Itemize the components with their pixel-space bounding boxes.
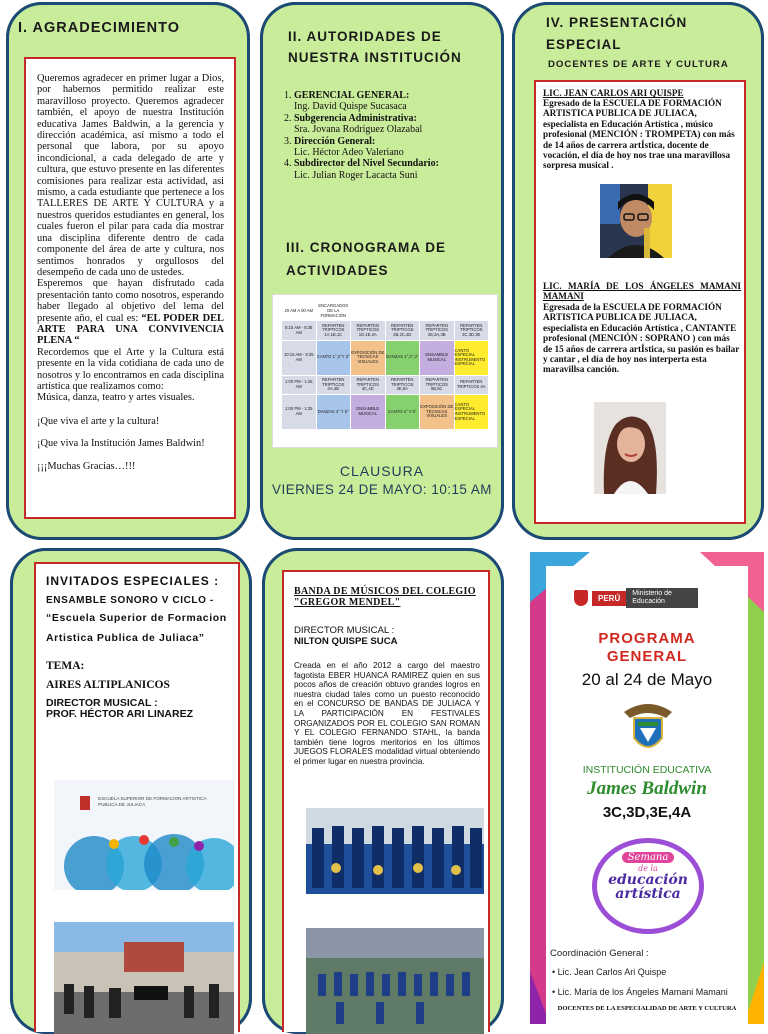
authority-2: 2. Subgerencia Administrativa: Sra. Jovana Rodríguez Olazabal <box>294 113 490 136</box>
presentacion-box <box>534 80 746 524</box>
heading-agradecimiento: I. AGRADECIMIENTO <box>18 20 181 36</box>
teacher2-name: LIC. MARÍA DE LOS ÁNGELES MAMANI MAMANI <box>543 281 741 301</box>
guest-group: ENSAMBLE SONORO V CICLO - <box>46 595 214 606</box>
schedule-cell: CANTO ESPECIAL <box>454 347 475 358</box>
program-dates: 20 al 24 de Mayo <box>581 670 713 689</box>
badge-line-1: Semana <box>622 852 675 863</box>
school-crest <box>620 698 676 758</box>
schedule-cell: REPARTEN TRIPTICOS 2B,2C,2D <box>385 321 420 340</box>
tema-label: TEMA: <box>46 660 85 672</box>
band-photo-1 <box>306 808 484 894</box>
schedule-cell: INSTRUMENTO ESPECIAL <box>454 356 486 367</box>
coordinator-1: • Lic. Jean Carlos Ari Quispe <box>552 967 667 977</box>
schedule-cell: REPARTEN TRIPTICOS 4C,4D <box>351 375 386 394</box>
banda-title: BANDA DE MÚSICOS DEL COLEGIO "GREGOR MENDEL" <box>294 586 476 608</box>
schedule-cell: REPARTEN TRIPTICOS 4E,5A <box>385 375 420 394</box>
schedule-cell: INSTRUMENTO ESPECIAL <box>454 410 486 421</box>
teacher2-photo <box>594 402 666 494</box>
motto: “EL PODER DEL ARTE PARA UNA CONVIVENCIA PLENA “ <box>37 312 224 347</box>
band-photo-2 <box>306 928 484 1034</box>
authority-4: 4. Subdirector del Nivel Secundario: Lic. Julian Roger Lacacta Suni <box>294 158 490 181</box>
schedule-cell: REPARTEN TRIPTICOS 4A,4B <box>316 375 351 394</box>
ensemble-photo <box>54 922 234 1034</box>
paragraph-3: Recordemos que el Arte y la Cultura está presente en la vida cotidiana de cada uno de nosotros y lo encontramos en cada disciplina artística que realizamos como: <box>37 346 224 392</box>
heading-presentacion: IV. PRESENTACIÓN ESPECIAL <box>546 15 688 52</box>
heading-autoridades: II. AUTORIDADES DE NUESTRA INSTITUCIÓN <box>288 29 462 65</box>
heading-invitados: INVITADOS ESPECIALES : <box>46 574 220 588</box>
schedule-table <box>272 294 498 448</box>
schedule-cell: REPARTEN TRIPTICOS 1D,1E,2A <box>351 321 386 340</box>
authority-1: 1. GERENCIAL GENERAL: Ing. David Quispe Sucasaca <box>294 90 490 113</box>
badge-line-2: de la <box>638 864 658 873</box>
schedule-cell: 1:00 PM - 1:25 AM <box>282 395 317 430</box>
coordination-label: Coordinación General : <box>550 948 649 959</box>
agradecimiento-text <box>37 73 224 472</box>
schedule-cell: 10:15 AM - 9:35 AM <box>282 340 317 375</box>
guest-school: “Escuela Superior de Formacion Artistica Publica de Juliaca” <box>46 612 227 644</box>
banda-director: NILTON QUISPE SUCA <box>294 636 398 647</box>
closing-title: CLAUSURA <box>339 463 425 479</box>
cover-footer: DOCENTES DE LA ESPECIALIDAD DE ARTE Y CULTURA <box>557 1005 737 1012</box>
schedule-cell: DANZAS 1°,2°,3° <box>385 340 420 375</box>
teacher1-photo <box>600 184 672 258</box>
paragraph-4: Música, danza, teatro y artes visuales. <box>37 392 195 404</box>
peru-logo <box>574 588 698 608</box>
closing-date: VIERNES 24 DE MAYO: 10:15 AM <box>272 482 492 497</box>
schedule-cell: 20 AM A 00 AM <box>282 302 317 321</box>
paragraph-2: Esperemos que hayan disfrutado cada presentación tanto como nosotros, esperando haber llegado al objetivo del lema del presente año, el cual es: <box>37 278 224 324</box>
teacher2-bio: Egresada de la ESCUELA DE FORMACIÓN ARTISTICA PUBLICA DE JULIACA, especialista en Educación Artística , CANTANTE profesional (MENCIÓN : SOPRANO ) con más de 15 años de carrera artÍstica, su pasión es bailar y cantar , el día de hoy nos interperta esta maravillsa canción. <box>543 302 740 375</box>
banda-director-label: DIRECTOR MUSICAL : <box>294 625 395 636</box>
schedule-cell: 8:15 AM - 8:35 AM <box>282 321 317 340</box>
schedule-cell: REPARTEN TRIPTICOS 3C,3D,3E <box>454 321 489 340</box>
panel-cover <box>530 552 764 1024</box>
grades: 3C,3D,3E,4A <box>602 804 692 821</box>
teacher1-bio: Egresado de la ESCUELA DE FORMACIÓN ARTISTICA PUBLICA DE JULIACA, especialista en Educación Artística , músico profesional (MENCIÓN : TROMPETA) con más de 14 años de carrera artÍstica, docente de vocación, el día de hoy nos trae una maravillosa sorpresa musical . <box>543 98 735 171</box>
panel-banda <box>262 548 504 1034</box>
guest-director: PROF. HÉCTOR ARI LINAREZ <box>46 708 194 720</box>
agradecimiento-box <box>24 57 236 519</box>
schedule-cell: REPARTEN TRIPTICOS 4A <box>454 375 489 394</box>
authorities-list <box>280 90 490 181</box>
schedule-cell: CANTO ESPECIAL <box>454 401 475 412</box>
ensemble-logo-image <box>54 780 234 890</box>
program-title-2: GENERAL <box>606 648 688 665</box>
schedule-cell: REPARTEN TRIPTICOS 5B,5C <box>420 375 455 394</box>
panel-invitados <box>10 548 252 1034</box>
heading-cronograma: III. CRONOGRAMA DE ACTIVIDADES <box>286 240 447 278</box>
semana-badge <box>592 838 704 934</box>
ministry-label: Ministerio de Educación <box>626 588 698 608</box>
subheading-docentes: DOCENTES DE ARTE Y CULTURA <box>548 59 729 70</box>
panel-agradecimiento <box>6 2 250 540</box>
peru-label: PERÚ <box>592 591 626 606</box>
badge-line-4: artística <box>615 886 681 902</box>
schedule-cell: ENSAMBLE MUSICAL <box>420 340 455 375</box>
panel-autoridades <box>260 2 504 540</box>
schedule-cell: EXPOSICIÓN DE TÉCNICAS VISUALES <box>420 395 455 430</box>
invitados-box <box>34 562 240 1032</box>
schedule-cell: ENSAMBLE MUSICAL <box>351 395 386 430</box>
banda-text: Creada en el año 2012 a cargo del maestro fagotista EBER HUANCA RAMIREZ quien en sus pocos años de creación obtuvo grandes logros en nuestra ciudad tales como un puesto reconocido en el CONCURSO DE BANDAS DE JULIACA Y LA PARTICIPACIÓN EN FESTIVALES ORGANIZADOS POR EL COLEGIO SAN ROMAN Y EL COLEGIO FERNANDO STAHL, la banda también tiene logros meritorios en los últimos JUEGOS FLORALES modalidad virtual obteniendo el primer lugar en nuestra provincia. <box>294 661 480 766</box>
banda-box <box>282 570 490 1032</box>
badge-line-3: educación <box>608 872 688 888</box>
panel-presentacion <box>512 2 764 540</box>
paragraph-1: Queremos agradecer en primer lugar a Dios, por habernos permitido realizar este maravilloso proyecto. Queremos agradecer también, el apoyo de nuestra Institución educativa James Baldwin, a la gerencia y dirección académica, así mismo a todo el personal que labora, por su apoyo incondicional, a cada delegado de arte y cultura, que estuvo presente en las diferentes comisiones para realizar esta actividad, asi mismo, a cada estudiante que pertenece a los TALLERES DE ARTE Y CULTURA y a nuestros queridos estudiantes en general, los cuales fueron el pilar para cada día mostrar una disciplina diferente dentro de cada componente del área de arte y cultura, nos sentimos honrados y orgullosos del desempeño de cada uno de ustedes. <box>37 73 224 278</box>
schedule-cell: REPARTEN TRIPTICOS 1A,1B,1C <box>316 321 351 340</box>
schedule-cell: ENCARGADOS DE LA FORMACIÓN <box>316 302 351 321</box>
tema-value: AIRES ALTIPLANICOS <box>46 679 170 691</box>
schedule-cell: REPARTEN TRIPTICOS 2E,3A,3B <box>420 321 455 340</box>
ensemble-logo-text: ESCUELA SUPERIOR DE FORMACION ARTISTICA PUBLICA DE JULIACA <box>98 796 207 807</box>
cheer-3: ¡¡¡Muchas Gracias…!!! <box>37 460 136 472</box>
schedule-cell: DANZAS 4° Y 5° <box>316 395 351 430</box>
schedule-cell: 1:00 PM - 1:25 AM <box>282 375 317 394</box>
schedule-cell: CANTO 4° Y 5° <box>385 395 420 430</box>
program-title-1: PROGRAMA <box>598 630 696 647</box>
cheer-1: ¡Que viva el arte y la cultura! <box>37 415 160 427</box>
school-name: James Baldwin <box>587 778 707 799</box>
guest-director-label: DIRECTOR MUSICAL : <box>46 697 158 709</box>
cheer-2: ¡Que viva la Institución James Baldwin! <box>37 438 205 450</box>
shield-icon <box>574 590 588 606</box>
authority-3: 3. Dirección General: Lic. Héctor Adeo Valeriano <box>294 136 490 159</box>
coordinator-2: • Lic. María de los Ángeles Mamani Mamani <box>552 987 728 997</box>
institution-label: INSTITUCIÓN EDUCATIVA <box>582 764 712 776</box>
teacher1-name: LIC. JEAN CARLOS ARI QUISPE <box>543 88 684 98</box>
schedule-cell: CANTO 1°,2°Y 3° <box>316 340 351 375</box>
schedule-cell: EXPOSICIÓN DE TECNICAS VISUALES <box>351 340 386 375</box>
